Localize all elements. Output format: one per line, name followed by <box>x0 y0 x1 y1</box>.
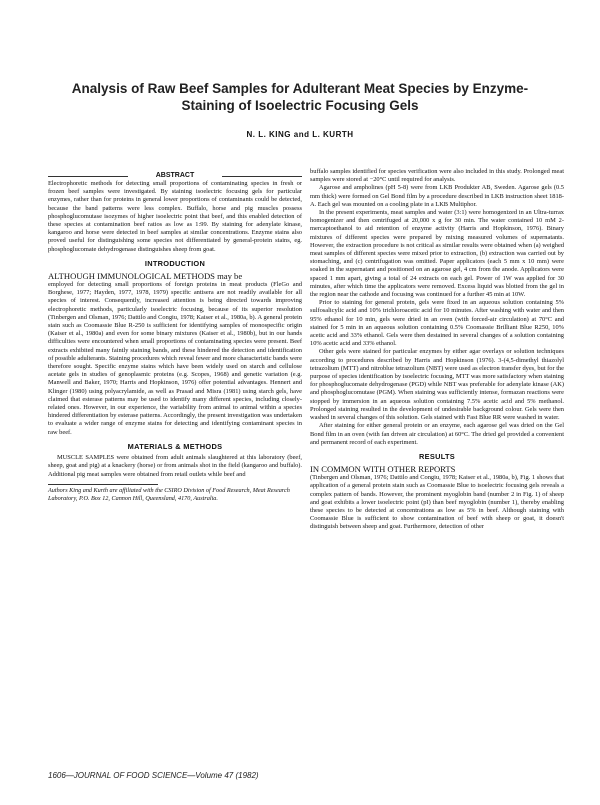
introduction-heading: INTRODUCTION <box>144 258 206 268</box>
materials-heading: MATERIALS & METHODS <box>127 441 223 451</box>
methods-paragraph-1: buffalo samples identified for species verification were also included in this study. Prolonged meat samples were stored at −20°C until required for analysis. <box>310 168 564 184</box>
page-footer: 1606—JOURNAL OF FOOD SCIENCE—Volume 47 (1982) <box>48 771 259 780</box>
title-line-1: Analysis of Raw Beef Samples for Adulterant Meat Species by Enzyme- <box>71 81 529 96</box>
introduction-text: employed for detecting small proportions of foreign proteins in meat products (FleGo and Borghese, 1977; Hayden, 1977, 1978, 1979) specific antisera are not readily available for all species of interest. Consequently, increased attention is being directed towards improving electrophoretic methods, particularly isoelectric focusing, because of its superior resolution (Tinbergen and Olsman, 1976; Dattilo and Congiu, 1978; Kaiser et al., 1980a, b). A general protein stain such as Coomassie Blue R-250 is sufficient for identifying samples of monospecific origin (Kaiser et al., 1980a) and even for some binary mixtures (Kaiser et al., 1980b), but in our hands difficulties were encountered when small proportions of contaminating species were present. Beef extracts exhibited many faintly staining bands, and these hindered the detection and identification of possible adulterants. Staining procedures which reveal fewer and more characteristic bands were therefore sought. Specific enzyme stains which have been widely used on starch and cellulose acetate gels in studies of genoplasmic proteins (e.g. Scopes, 1968) and genetic variation (e.g. Manwell and Baker, 1970; Harris and Hopkinson, 1976) offer potential advantages. Hennert and Klinger (1980) using polyacrylamide, as well as Prasad and Misra (1981) using starch gels, have claimed that esterase patterns may be used to identify many different species, including closely-related ones. However, in our experience, the variability from animal to animal within a species hindered differentiation by esterase patterns. Accordingly, the present investigation was undertaken to evaluate a wider range of enzyme stains for detecting and identifying contaminant species in raw beef. <box>48 281 302 436</box>
materials-text: MUSCLE SAMPLES were obtained from adult animals slaughtered at this laboratory (beef, sheep, goat and pig) at a knackery (horse) or from animals shot in the field (kangaroo and buffalo). Additional pig meat samples were obtained from retail outlets while beef and <box>48 454 302 478</box>
author-affiliation: Authors King and Kurth are affiliated with the CSIRO Division of Food Research, Meat Research Laboratory, P.O. Box 12, Cannon Hill, Queensland, 4170, Australia. <box>48 487 290 502</box>
authors: N. L. KING and L. KURTH <box>246 130 354 139</box>
methods-paragraph-3: In the present experiments, meat samples and water (3:1) were homogenized in an Ultra-turrax homogenizer and then centrifuged at 20,000 x g for 30 min. The water contained 10 mM 2-mercaptoethanol to aid retention of enzyme activity (Harris and Hopkinson, 1976). Binary mixtures of different species were prepared by mixing measured volumes of supernatants. However, the extraction procedure is not critical as similar results were obtained when (a) weighed meat samples of different species were mixed prior to extraction, (b) extraction was carried out by stomaching, and (c) centrifugation was omitted. Paper applicators (each 5 mm x 10 mm) were soaked in the supernatant and positioned on an agarose gel, 4 cm from the anode. Applicators were spaced 1 mm apart, giving a total of 24 extracts on each gel. Power of 1W was applied for 30 minutes, after which time the applicators were removed. Excess liquid was blotted from the gel in the region near the cathode and focusing was continued for a further 45 min at 10W. <box>310 209 564 299</box>
methods-paragraph-4: Prior to staining for general protein, gels were fixed in an aqueous solution containing 5% sulfosalicylic acid and 10% trichloroacetic acid for 10 minutes. After washing with water and then 95% ethanol for 10 min, gels were dried in an oven (with forced-air circulation) at 70°C and stained for 5 min in an aqueous solution containing 0.5% Coomassie Brilliant Blue R250, 10% acetic acid and 33% ethanol. Gels were then destained in several changes of a solution containing 10% acetic acid and 33% ethanol. <box>310 299 564 348</box>
article-title <box>40 80 560 114</box>
left-column <box>48 168 302 503</box>
right-column <box>310 168 564 532</box>
methods-paragraph-6: After staining for either general protein or an enzyme, each agarose gel was dried on the Gel Bond film in an oven (with fan driven air circulation) at 60°C. The dried gel provided a convenient and permanent record of each experiment. <box>310 422 564 446</box>
introduction-lead: ALTHOUGH IMMUNOLOGICAL METHODS may be <box>48 271 243 282</box>
results-lead: IN COMMON WITH OTHER REPORTS <box>310 464 456 475</box>
results-text: (Tinbergen and Olsman, 1976; Dattilo and Congiu, 1978; Kaiser et al., 1980a, b), Fig. 1 shows that application of a general protein stain such as Coomassie Blue to isoelectric focusing gels reveals a complex pattern of bands. However, the prominent myoglobin band (number 2 in Fig. 1) of sheep and goat exhibits a lower isoelectric point (pI) than beef myoglobin (number 1), thereby enabling these species to be detected at concentrations as low as 5% in beef. Although staining with Coomassie Blue is sufficient to show contamination of beef with sheep or goat, it doesn't distinguish between sheep and goat. Furthermore, detection of other <box>310 474 564 531</box>
footnote-rule <box>48 484 158 485</box>
abstract-text: Electrophoretic methods for detecting small proportions of contaminating species in fresh or frozen beef samples were investigated. By staining isoelectric focusing gels for particular enzymes, rather than for proteins in general lower proportions of contaminants could be detected, because the band patterns were less complex. Buffalo, horse and pig muscles possess phosphoglucomutase isozymes of higher isoelectric point that beef, and this enabled detection of these species at contamination beef ratios as low as 1:99. By staining for adenylate kinase, kangaroo and horse were detected in beef samples at similar concentrations. Enzyme stains also proved useful for distinguishing some species not differentiated by general-protein stains, eg. phosphoglucomate dehydrogenase distinguishes sheep from goat. <box>48 180 302 253</box>
abstract-heading-text: ABSTRACT <box>155 172 195 179</box>
methods-paragraph-5: Other gels were stained for particular enzymes by either agar overlays or solution techniques according to procedures described by Harris and Hopkinson (1976). 3-(4,5-dimethyl thiazolyl tetrazolium (MTT) and nitroblue tetrazolium (NBT) were used as electron transfer dyes, but for the purpose of species identification by isoelectric focusing, MTT was more satisfactory when staining for phosphoglucomate dehydrogenase (PGD) while NBT was preferable for adenylate kinase (AK) and phosphoglucomutase (PGM). When staining was sufficiently intense, formazan reactions were stopped by immersion in an aqueous solution containing 7.5% acetic acid and 5% methanol. Prolonged staining resulted in the development of undesirable background colour. Gels were then washed in several changes of this solution. Gels stained with Fast Blue RR were washed in water. <box>310 348 564 422</box>
title-line-2: Staining of Isoelectric Focusing Gels <box>181 98 419 113</box>
methods-paragraph-2: Agarose and ampholines (pH 5-8) were from LKB Produkter AB, Sweden. Agarose gels (0.5 mm thick) were formed on Gel Bond film by a procedure described in LKB instruction sheet 1818-A. Each gel was mounted on a cooling plate in a LKB Multiphor. <box>310 184 564 208</box>
results-heading: RESULTS <box>418 451 456 461</box>
